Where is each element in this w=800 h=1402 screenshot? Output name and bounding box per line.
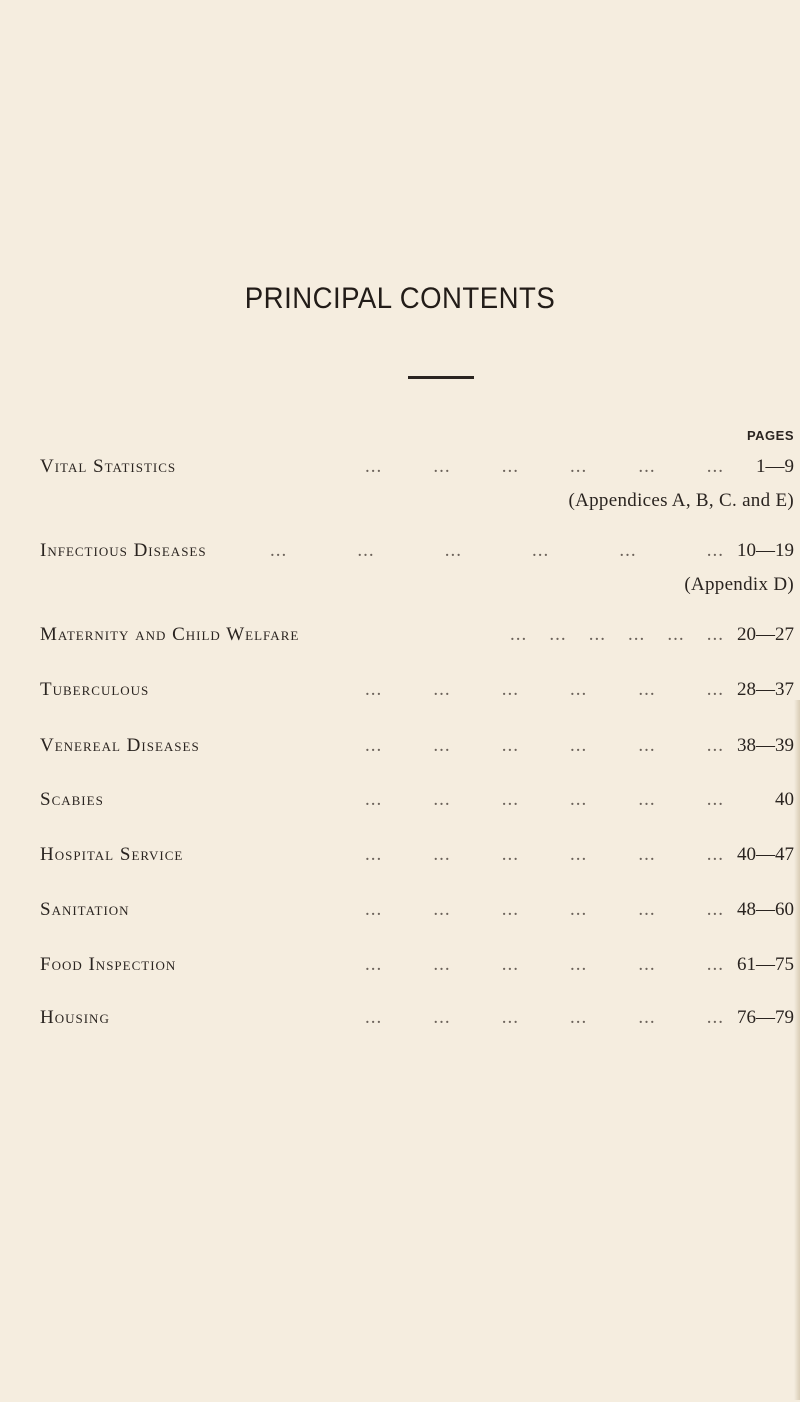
leader-dots: ... [619,540,637,561]
entry-pages: 76—79 [737,1007,794,1028]
entry-label: Scabies [40,789,104,810]
entry-label: Housing [40,1007,110,1028]
dot-leader [365,735,724,757]
entry-label: Infectious Diseases [40,540,207,561]
entry-appendix-note: (Appendices A, B, C. and E) [568,490,794,511]
leader-dots: ... [270,540,288,561]
dot-leader [365,1007,724,1029]
dot-leader [365,679,724,701]
leader-dots: ... [570,789,588,810]
leader-dots: ... [365,789,383,810]
leader-dots: ... [365,954,383,975]
pages-column-header: PAGES [746,428,794,443]
leader-dots: ... [444,540,462,561]
leader-dots: ... [510,624,528,645]
entry-label: Vital Statistics [40,456,177,477]
leader-dots: ... [433,1007,451,1028]
leader-dots: ... [433,789,451,810]
dot-leader [510,624,724,646]
leader-dots: ... [501,844,519,865]
entry-pages: 28—37 [737,679,794,700]
leader-dots: ... [570,1007,588,1028]
leader-dots: ... [706,735,724,756]
entry-label: Food Inspection [40,954,177,975]
dot-leader [365,899,724,921]
leader-dots: ... [706,954,724,975]
leader-dots: ... [433,679,451,700]
leader-dots: ... [638,735,656,756]
title-rule [408,376,474,379]
leader-dots: ... [638,1007,656,1028]
leader-dots: ... [570,844,588,865]
leader-dots: ... [365,844,383,865]
leader-dots: ... [501,456,519,477]
entry-pages: 10—19 [737,540,794,561]
leader-dots: ... [706,899,724,920]
leader-dots: ... [501,789,519,810]
leader-dots: ... [706,624,724,645]
leader-dots: ... [638,679,656,700]
leader-dots: ... [433,844,451,865]
entry-label: Hospital Service [40,844,184,865]
entry-pages: 38—39 [737,735,794,756]
leader-dots: ... [706,1007,724,1028]
leader-dots: ... [570,456,588,477]
leader-dots: ... [433,954,451,975]
contents-entry [40,679,794,705]
leader-dots: ... [501,954,519,975]
contents-entry [40,954,794,980]
entry-pages: 40 [775,789,794,810]
leader-dots: ... [570,899,588,920]
leader-dots: ... [357,540,375,561]
dot-leader [365,789,724,811]
contents-entry [40,1007,794,1033]
leader-dots: ... [570,679,588,700]
leader-dots: ... [628,624,646,645]
entry-appendix-note: (Appendix D) [684,574,794,595]
leader-dots: ... [706,844,724,865]
dot-leader [365,456,724,478]
leader-dots: ... [706,456,724,477]
leader-dots: ... [638,844,656,865]
contents-entry [40,624,794,650]
leader-dots: ... [501,735,519,756]
leader-dots: ... [433,456,451,477]
contents-entry [40,789,794,815]
contents-entry [40,735,794,761]
leader-dots: ... [667,624,685,645]
contents-entry [40,844,794,870]
leader-dots: ... [706,789,724,810]
leader-dots: ... [638,899,656,920]
leader-dots: ... [638,456,656,477]
leader-dots: ... [365,735,383,756]
leader-dots: ... [706,540,724,561]
page-title: PRINCIPAL CONTENTS [244,282,556,315]
entry-label: Venereal Diseases [40,735,200,756]
leader-dots: ... [588,624,606,645]
dot-leader [365,844,724,866]
entry-label: Maternity and Child Welfare [40,624,300,645]
entry-pages: 40—47 [737,844,794,865]
dot-leader [365,954,724,976]
contents-entry [40,540,794,566]
entry-pages: 1—9 [756,456,794,477]
entry-pages: 61—75 [737,954,794,975]
leader-dots: ... [570,735,588,756]
leader-dots: ... [433,735,451,756]
entry-label: Tuberculous [40,679,150,700]
entry-pages: 48—60 [737,899,794,920]
leader-dots: ... [501,899,519,920]
page-edge-shadow [794,700,800,1400]
leader-dots: ... [365,899,383,920]
leader-dots: ... [365,1007,383,1028]
leader-dots: ... [638,789,656,810]
leader-dots: ... [549,624,567,645]
entry-label: Sanitation [40,899,130,920]
entry-pages: 20—27 [737,624,794,645]
leader-dots: ... [433,899,451,920]
leader-dots: ... [501,1007,519,1028]
leader-dots: ... [365,679,383,700]
leader-dots: ... [501,679,519,700]
leader-dots: ... [365,456,383,477]
leader-dots: ... [706,679,724,700]
contents-entry [40,899,794,925]
contents-entry [40,456,794,482]
leader-dots: ... [570,954,588,975]
dot-leader [270,540,724,562]
leader-dots: ... [638,954,656,975]
leader-dots: ... [532,540,550,561]
